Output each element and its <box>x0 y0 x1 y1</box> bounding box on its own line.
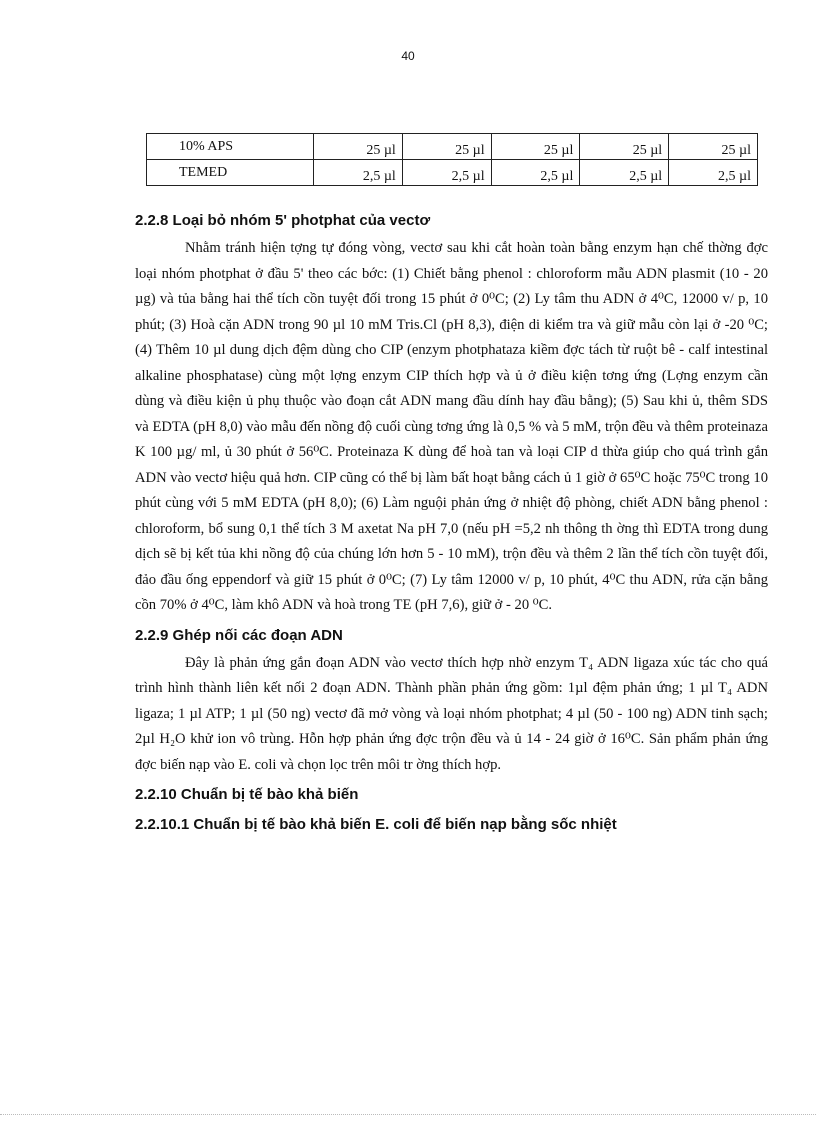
section-paragraph-2-2-9: Đây là phản ứng gắn đoạn ADN vào vectơ thích hợp nhờ enzym T₄ ADN ligaza xúc tác cho quá trình hình thành liên kết nối 2 đoạn ADN. Thành phần phản ứng gồm: 1µl đệm phản ứng; 1 µl T₄ ADN ligaza; 1 µl ATP; 1 µl (50 ng) vectơ đã mở vòng và loại nhóm photphat; 4 µl (50 - 100 ng) ADN tinh sạch; 2µl H₂O khử ion vô trùng. Hỗn hợp phản ứng đợc trộn đều và ủ 14 - 24 giờ ở 16⁰C. Sản phẩm phản ứng đợc biến nạp vào E. coli và chọn lọc trên môi tr ờng thích hợp. <box>135 654 768 773</box>
table-cell: 25 µl <box>580 134 669 160</box>
table-cell: 2,5 µl <box>491 160 580 186</box>
row-label: TEMED <box>147 160 314 186</box>
table-row <box>147 160 758 186</box>
table-cell: 25 µl <box>491 134 580 160</box>
page-number: 40 <box>401 49 415 63</box>
table-cell: 2,5 µl <box>669 160 758 186</box>
table-cell: 2,5 µl <box>314 160 403 186</box>
section-heading-2-2-9: 2.2.9 Ghép nối các đoạn ADN <box>135 626 343 644</box>
table-row <box>147 134 758 160</box>
table-cell: 2,5 µl <box>402 160 491 186</box>
document-body <box>135 206 768 840</box>
row-label: 10% APS <box>147 134 314 160</box>
table-cell: 25 µl <box>314 134 403 160</box>
section-heading-2-2-8: 2.2.8 Loại bỏ nhóm 5' photphat của vectơ <box>135 212 431 229</box>
page-divider <box>0 1114 816 1115</box>
section-paragraph-2-2-8: Nhằm tránh hiện tợng tự đóng vòng, vectơ sau khi cắt hoàn toàn bằng enzym hạn chế thờng đợc loại nhóm photphat ở đầu 5' theo các bớc: (1) Chiết bằng phenol : chloroform mẫu ADN plasmit (10 - 20 µg) và tủa bằng hai thể tích cồn tuyệt đối trong 15 phút ở 0⁰C; (2) Ly tâm thu ADN ở 4⁰C, 12000 v/ p, 10 phút; (3) Hoà cặn ADN trong 90 µl 10 mM Tris.Cl (pH 8,3), điện di kiểm tra và giữ mẫu còn lại ở -20 ⁰C; (4) Thêm 10 µl dung dịch đệm dùng cho CIP (enzym photphataza kiềm đợc tách từ ruột bê - calf intestinal alkaline phosphatase) cùng một lợng enzym CIP thích hợp và ủ ở điều kiện tơng ứng (Lợng enzym cần dùng và điều kiện ủ phụ thuộc vào đoạn cắt ADN mang đầu dính hay đầu bằng); (5) Sau khi ủ, thêm SDS và EDTA (pH 8,0) vào mẫu đến nồng độ cuối cùng tơng ứng là 0,5 % và 5 mM, trộn đều và thêm proteinaza K 100 µg/ ml, ủ 30 phút ở 56⁰C. Proteinaza K dùng để hoà tan và loại CIP d thừa giúp cho quá trình gắn ADN vào vectơ hiệu quả hơn. CIP cũng có thể bị làm bất hoạt bằng cách ủ 1 giờ ở 65⁰C hoặc 75⁰C trong 10 phút cùng với 5 mM EDTA (pH 8,0); (6) Làm nguội phản ứng ở nhiệt độ phòng, chiết ADN bằng phenol : chloroform, bổ sung 0,1 thể tích 3 M axetat Na pH 7,0 (nếu pH =5,2 nh thông th ờng thì EDTA trong dung dịch sẽ bị kết tủa khi nồng độ của chúng lớn hơn 5 - 10 mM), trộn đều và thêm 2 lần thể tích cồn tuyệt đối, đảo đầu ống eppendorf và giữ 15 phút ở 0⁰C; (7) Ly tâm 12000 v/ p, 10 phút, 4⁰C thu ADN, rửa cặn bằng cồn 70% ở 4⁰C, làm khô ADN và hoà trong TE (pH 7,6), giữ ở - 20 ⁰C. <box>135 240 768 613</box>
reagent-table <box>146 133 758 186</box>
section-heading-2-2-10-1: 2.2.10.1 Chuẩn bị tế bào khả biến E. coli để biến nạp bằng sốc nhiệt <box>135 816 617 833</box>
table-cell: 25 µl <box>402 134 491 160</box>
table-cell: 2,5 µl <box>580 160 669 186</box>
section-heading-2-2-10: 2.2.10 Chuẩn bị tế bào khả biến <box>135 786 359 803</box>
table-cell: 25 µl <box>669 134 758 160</box>
